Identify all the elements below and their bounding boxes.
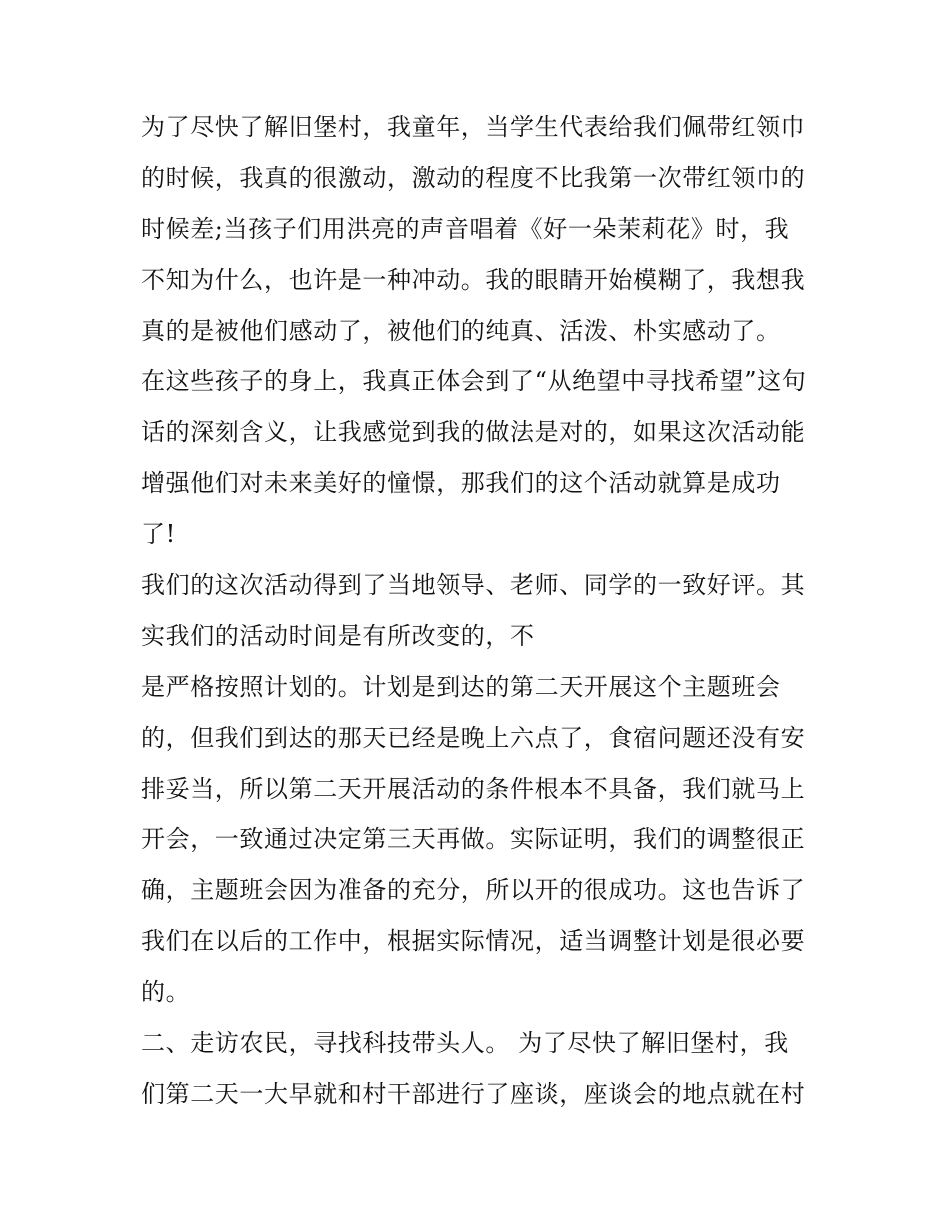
text-line: 的。 xyxy=(141,978,191,1007)
text-line: 是严格按照计划的。计划是到达的第二天开展这个主题班会 xyxy=(141,672,781,701)
text-line: 的，但我们到达的那天已经是晚上六点了，食宿问题还没有安 xyxy=(141,723,806,752)
text-line: 时候差;当孩子们用洪亮的声音唱着《好一朵茉莉花》时，我 xyxy=(141,214,790,243)
text-line: 为了尽快了解旧堡村，我童年，当学生代表给我们佩带红领巾 xyxy=(141,113,806,141)
text-line: 们第二天一大早就和村干部进行了座谈，座谈会的地点就在村 xyxy=(141,1079,806,1108)
text-line: 不知为什么，也许是一种冲动。我的眼睛开始模糊了，我想我 xyxy=(141,265,806,294)
body-text xyxy=(141,102,821,1120)
text-line: 话的深刻含义，让我感觉到我的做法是对的，如果这次活动能 xyxy=(141,418,806,447)
text-line: 我们的这次活动得到了当地领导、老师、同学的一致好评。其 xyxy=(141,571,806,600)
text-line: 真的是被他们感动了，被他们的纯真、活泼、朴实感动了。 xyxy=(141,316,781,345)
text-line: 我们在以后的工作中，根据实际情况，适当调整计划是很必要 xyxy=(141,927,806,956)
text-line: 实我们的活动时间是有所改变的，不 xyxy=(141,621,535,650)
text-line: 开会，一致通过决定第三天再做。实际证明，我们的调整很正 xyxy=(141,825,806,854)
text-line: 二、走访农民，寻找科技带头人。 为了尽快了解旧堡村，我 xyxy=(141,1029,789,1058)
text-line: 排妥当，所以第二天开展活动的条件根本不具备，我们就马上 xyxy=(141,774,806,803)
text-line: 了! xyxy=(141,520,176,549)
text-line: 确，主题班会因为准备的充分，所以开的很成功。这也告诉了 xyxy=(141,876,806,905)
text-line: 增强他们对未来美好的憧憬，那我们的这个活动就算是成功 xyxy=(141,469,781,498)
text-line: 的时候，我真的很激动，激动的程度不比我第一次带红领巾的 xyxy=(141,163,806,192)
text-line: 在这些孩子的身上，我真正体会到了“从绝望中寻找希望”这句 xyxy=(141,367,807,396)
